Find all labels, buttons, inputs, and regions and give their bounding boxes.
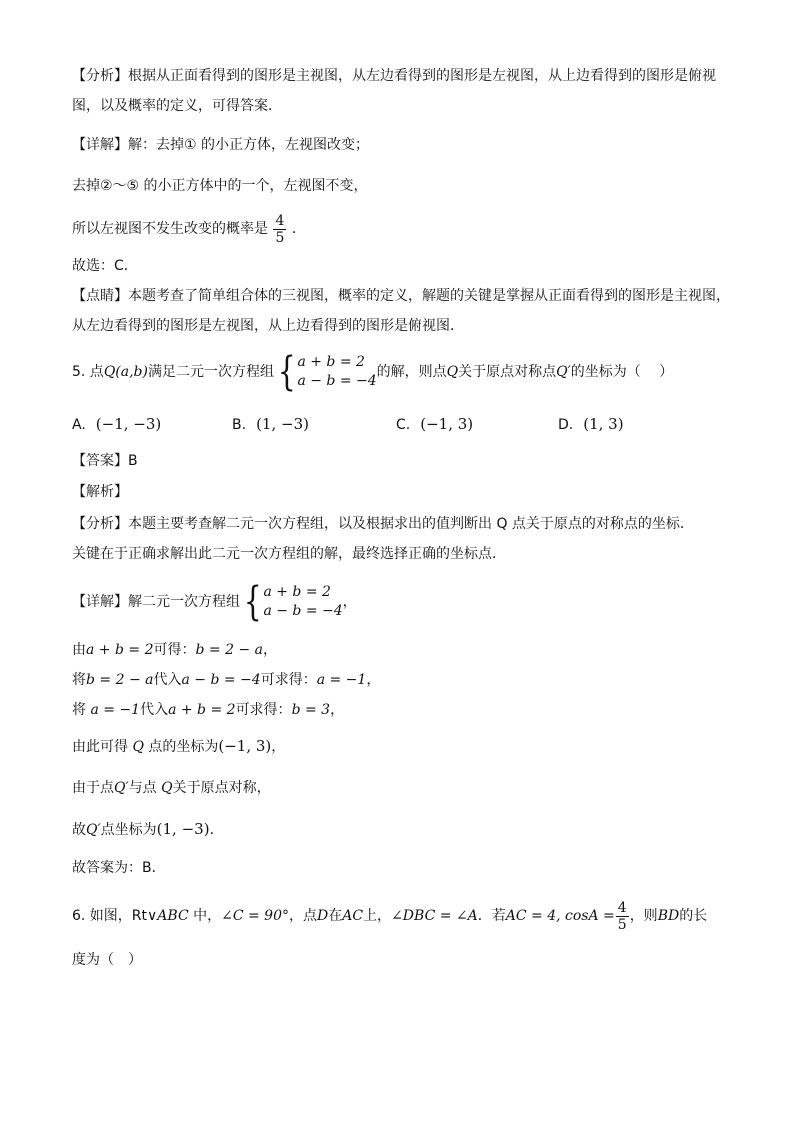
step-1	[72, 640, 277, 660]
q6-given: AC = 4, cosA =	[505, 908, 615, 924]
step-3-result: b = 3	[291, 702, 331, 718]
step-2-text-d: ，	[366, 672, 381, 688]
detail-line-2: 去掉②～⑤ 的小正方体中的一个，左视图不变，	[72, 178, 368, 194]
q6-triangle: ABC	[157, 908, 189, 924]
answer-line: 【答案】B	[72, 453, 138, 469]
step-2-result: a = −1	[316, 672, 367, 688]
q6-point-d: D	[317, 908, 329, 924]
step-5-text-b: 与点	[128, 780, 162, 796]
step-4-text-a: 由此可得	[72, 739, 133, 755]
equation-2-1: a + b = 2	[263, 584, 331, 600]
question-5-text-2: 的解，则点	[376, 364, 447, 380]
q6-text-a: 6. 如图，Rt∨	[72, 908, 158, 924]
brace-symbol: {	[277, 349, 296, 395]
option-c[interactable]	[396, 414, 473, 435]
q5-detail-text: 【详解】解二元一次方程组	[72, 594, 240, 610]
q6-segment-bd: BD	[657, 908, 680, 924]
step-6-result: (1, −3)	[156, 820, 210, 838]
final-answer: 故答案为：B．	[72, 860, 166, 876]
detail-line-1: 【详解】解：去掉① 的小正方体，左视图改变；	[72, 137, 369, 153]
step-1-eq: a + b = 2	[86, 642, 154, 658]
option-a[interactable]	[72, 414, 161, 435]
brace-symbol-2: {	[243, 579, 262, 625]
q-label: Q	[446, 364, 459, 380]
option-a-label: A.	[72, 417, 86, 433]
question-5-number: 5. 点	[72, 364, 104, 380]
question-5-text-1: 满足二元一次方程组	[147, 364, 274, 380]
equation-system	[274, 349, 377, 395]
q6-text-h: 的长	[679, 908, 708, 924]
q6-text-c: ，点	[289, 908, 317, 924]
step-3-eq2: a + b = 2	[168, 702, 236, 718]
step-2-text-c: 可求得：	[260, 672, 317, 688]
step-3-text-c: 可求得：	[235, 702, 292, 718]
option-b[interactable]	[232, 414, 309, 435]
q6-fraction-numerator: 4	[617, 899, 627, 916]
option-d[interactable]	[558, 414, 624, 435]
step-1-text-a: 由	[72, 642, 86, 658]
point-q: Q(a,b)	[103, 364, 148, 380]
q5-detail-comma: ，	[342, 594, 357, 610]
q6-fraction-denominator: 5	[617, 916, 627, 933]
q6-text-e: 上，	[363, 908, 392, 924]
step-5-q: Q	[161, 780, 173, 796]
step-3-text-d: ，	[330, 702, 345, 718]
option-d-label: D.	[558, 417, 574, 433]
q6-text-f: ．若	[477, 908, 506, 924]
step-3	[72, 700, 344, 720]
q-prime-label: Q′	[556, 364, 571, 380]
analysis-heading: 【解析】	[72, 484, 128, 500]
step-5-q-prime: Q′	[114, 780, 129, 796]
option-c-label: C.	[396, 417, 411, 433]
option-c-value: (−1, 3)	[420, 415, 474, 433]
question-5-text-4: 的坐标为（ ）	[570, 364, 674, 380]
option-a-value: (−1, −3)	[95, 415, 162, 433]
q5-analysis-line-1: 【分析】本题主要考查解二元一次方程组，以及根据求出的值判断出 Q 点关于原点的对称点的坐标．	[72, 516, 694, 532]
probability-text: 所以左视图不发生改变的概率是	[72, 221, 268, 237]
q6-text-b: 中，	[188, 908, 222, 924]
step-3-text-b: 代入	[140, 702, 169, 718]
step-6-text-b: 点坐标为	[100, 822, 157, 838]
step-2	[72, 670, 380, 690]
equations	[297, 353, 376, 391]
q6-text-g: ，则	[629, 908, 658, 924]
question-6-line-2: 度为（ ）	[72, 952, 142, 968]
analysis-line-1: 【分析】根据从正面看得到的图形是主视图，从左边看得到的图形是左视图，从上边看得到的图形是俯视	[72, 68, 716, 84]
q6-segment-ac: AC	[342, 908, 364, 924]
step-4-text-b: 点的坐标为	[143, 739, 219, 755]
option-b-label: B.	[232, 417, 247, 433]
step-4	[72, 736, 285, 757]
step-2-eq1: b = 2 − a	[86, 672, 154, 688]
equation-system-2	[240, 579, 343, 625]
step-3-text-a: 将	[72, 702, 91, 718]
step-2-text-b: 代入	[153, 672, 182, 688]
equations-2	[263, 583, 342, 621]
step-6	[72, 819, 224, 840]
fraction-denominator: 5	[275, 229, 285, 246]
probability-line	[72, 212, 306, 246]
step-2-text-a: 将	[72, 672, 86, 688]
option-d-value: (1, 3)	[583, 415, 624, 433]
step-1-result: b = 2 − a	[195, 642, 263, 658]
question-5	[72, 350, 673, 394]
step-3-eq1: a = −1	[90, 702, 141, 718]
step-6-text-c: ．	[209, 822, 224, 838]
q6-angle: ∠C = 90°	[221, 908, 289, 924]
step-4-text-c: ，	[271, 739, 286, 755]
step-1-text-b: 可得：	[153, 642, 196, 658]
step-6-q-prime: Q′	[86, 822, 101, 838]
q6-condition: ∠DBC = ∠A	[391, 908, 478, 924]
probability-fraction	[273, 213, 286, 246]
q6-text-d: 在	[328, 908, 343, 924]
step-2-eq2: a − b = −4	[181, 672, 261, 688]
step-6-text-a: 故	[72, 822, 86, 838]
fraction-numerator: 4	[275, 212, 285, 229]
note-line-2: 从左边看得到的图形是左视图，从上边看得到的图形是俯视图．	[72, 318, 464, 334]
step-4-q: Q	[132, 739, 144, 755]
probability-end: ．	[291, 221, 306, 237]
equation-2-2: a − b = −4	[263, 603, 343, 619]
q5-analysis-line-2: 关键在于正确求解出此二元一次方程组的解，最终选择正确的坐标点．	[72, 546, 506, 562]
q6-fraction	[616, 900, 629, 933]
analysis-line-2: 图，以及概率的定义，可得答案．	[72, 98, 282, 114]
equation-1: a + b = 2	[297, 354, 365, 370]
option-b-value: (1, −3)	[256, 415, 309, 433]
step-5-text-a: 由于点	[72, 780, 114, 796]
question-6	[72, 896, 707, 936]
equation-2: a − b = −4	[297, 373, 377, 389]
choice-line: 故选：C．	[72, 258, 138, 274]
step-4-result: (−1, 3)	[218, 737, 272, 755]
step-5-text-c: 关于原点对称，	[172, 780, 271, 796]
question-5-text-3: 关于原点对称点	[458, 364, 557, 380]
step-1-text-c: ，	[262, 642, 277, 658]
note-line-1: 【点睛】本题考查了简单组合体的三视图，概率的定义，解题的关键是掌握从正面看得到的图形是主视图，	[72, 288, 730, 304]
step-5	[72, 778, 271, 798]
q5-detail-line	[72, 580, 357, 624]
